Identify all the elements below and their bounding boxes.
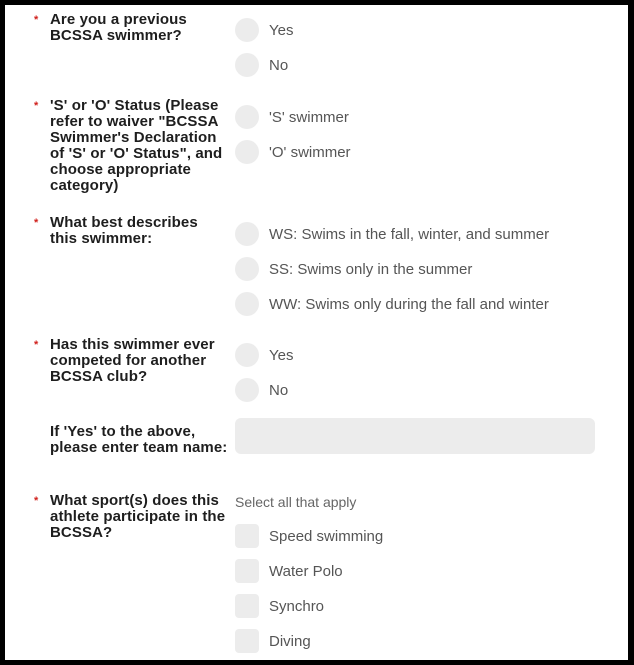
question-label: What sport(s) does this athlete participate in the BCSSA? — [50, 492, 226, 541]
option-label: Yes — [269, 346, 294, 364]
radio-option-no[interactable] — [235, 377, 288, 403]
radio-button[interactable] — [235, 378, 259, 402]
question-label: Has this swimmer ever competed for another BCSSA club? — [50, 336, 215, 385]
radio-option-yes[interactable] — [235, 342, 293, 368]
radio-option-ss[interactable] — [235, 256, 472, 282]
checkbox-option-speed-swimming[interactable] — [235, 523, 383, 549]
radio-option-yes[interactable] — [235, 17, 293, 43]
checkbox-option-diving[interactable] — [235, 628, 311, 654]
radio-option-ws[interactable] — [235, 221, 549, 247]
option-label: WS: Swims in the fall, winter, and summer — [269, 225, 550, 243]
checkbox[interactable] — [235, 594, 259, 618]
radio-button[interactable] — [235, 140, 259, 164]
option-label: Speed swimming — [269, 527, 384, 545]
option-label: Synchro — [269, 597, 325, 615]
radio-option-no[interactable] — [235, 52, 288, 78]
option-label: Water Polo — [269, 562, 343, 580]
radio-button[interactable] — [235, 222, 259, 246]
question-label: Are you a previous BCSSA swimmer? — [50, 11, 187, 44]
radio-button[interactable] — [235, 343, 259, 367]
required-marker: * — [34, 14, 39, 26]
radio-button[interactable] — [235, 257, 259, 281]
option-label: 'S' swimmer — [269, 108, 349, 126]
required-marker: * — [34, 217, 39, 229]
option-label: 'O' swimmer — [269, 143, 351, 161]
select-all-hint: Select all that apply — [235, 494, 357, 510]
option-label: SS: Swims only in the summer — [269, 260, 473, 278]
checkbox-option-water-polo[interactable] — [235, 558, 343, 584]
radio-option-s-swimmer[interactable] — [235, 104, 349, 130]
radio-option-o-swimmer[interactable] — [235, 139, 351, 165]
required-marker: * — [34, 495, 39, 507]
option-label: No — [269, 381, 289, 399]
option-label: No — [269, 56, 289, 74]
team-name-input[interactable] — [235, 418, 595, 454]
question-label: If 'Yes' to the above, please enter team name: — [50, 423, 228, 456]
required-marker: * — [34, 100, 39, 112]
required-marker: * — [34, 339, 39, 351]
radio-button[interactable] — [235, 105, 259, 129]
option-label: Yes — [269, 21, 294, 39]
question-label: 'S' or 'O' Status (Please refer to waiver "BCSSA Swimmer's Declaration of 'S' or 'O' Status", and choose appropriate category) — [50, 97, 223, 194]
checkbox-option-synchro[interactable] — [235, 593, 324, 619]
radio-option-ww[interactable] — [235, 291, 549, 317]
radio-button[interactable] — [235, 53, 259, 77]
option-label: WW: Swims only during the fall and winter — [269, 295, 549, 313]
checkbox[interactable] — [235, 629, 259, 653]
radio-button[interactable] — [235, 18, 259, 42]
checkbox[interactable] — [235, 559, 259, 583]
option-label: Diving — [269, 632, 311, 650]
checkbox[interactable] — [235, 524, 259, 548]
radio-button[interactable] — [235, 292, 259, 316]
question-label: What best describes this swimmer: — [50, 214, 198, 247]
